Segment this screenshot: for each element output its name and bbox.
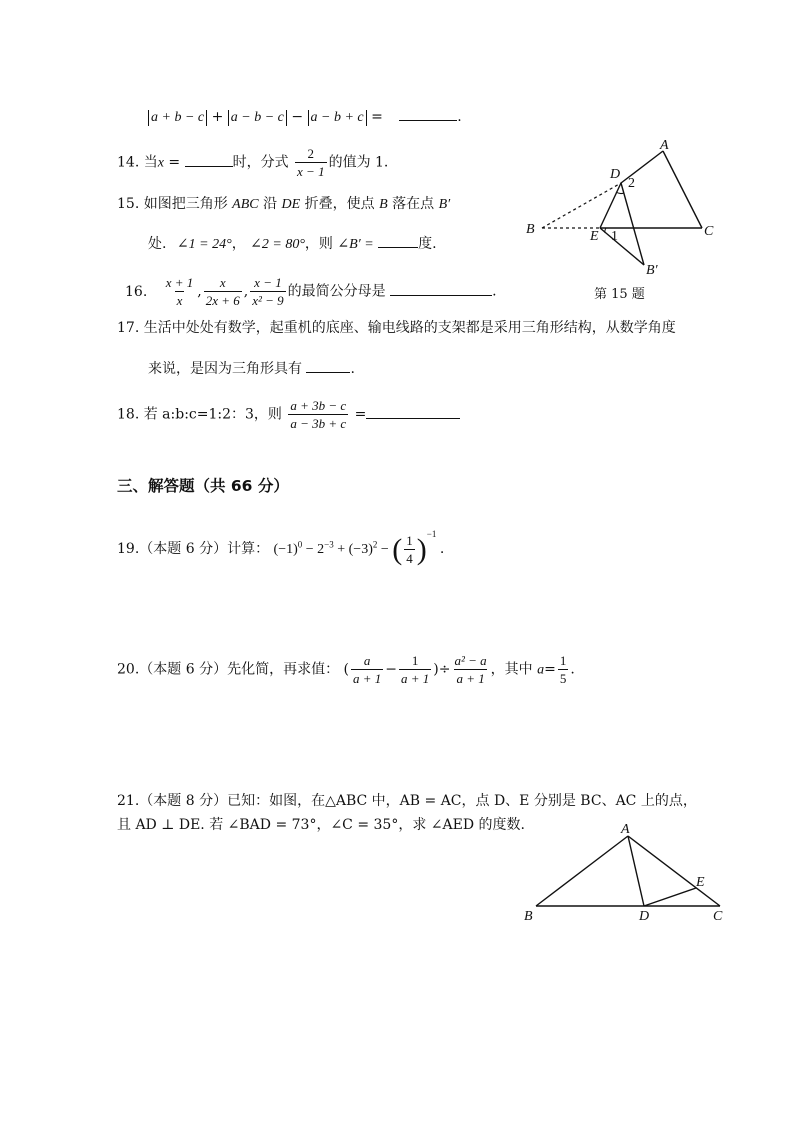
figure-15 bbox=[520, 136, 720, 306]
q19-quarter-den: 4 bbox=[406, 551, 413, 567]
fig15-label-a: A bbox=[660, 138, 669, 153]
q16-f2-num: x bbox=[219, 275, 226, 290]
q14-var: x bbox=[157, 155, 164, 171]
q20-paren-close: ) bbox=[433, 661, 439, 678]
fig15-label-c: C bbox=[704, 224, 714, 239]
fig15-label-2: 2 bbox=[628, 176, 635, 191]
q19-term1-exp: 0 bbox=[297, 539, 303, 550]
q19-term3-exp: 2 bbox=[372, 539, 378, 550]
question-number: 18. bbox=[117, 406, 140, 423]
q15-text-a: 如图把三角形 bbox=[143, 196, 228, 212]
q20-frac2 bbox=[399, 653, 431, 686]
question-number: 19. bbox=[117, 541, 140, 557]
figure-21 bbox=[518, 820, 748, 930]
q18-frac-den: a − 3b + c bbox=[290, 416, 347, 431]
q19-head: （本题 6 分）计算： bbox=[139, 541, 270, 557]
q21-text1: （本题 8 分）已知：如图，在△ABC 中，AB = AC，点 D、E 分别是 BC、AC 上的点， bbox=[139, 793, 697, 809]
fig15-label-d: D bbox=[610, 167, 621, 182]
q16-post: 的最简公分母是 bbox=[287, 283, 386, 300]
fig15-label-e: E bbox=[590, 229, 599, 244]
answer-blank-16[interactable] bbox=[390, 281, 492, 296]
q20-f1-den: a + 1 bbox=[353, 671, 382, 686]
fig21-label-c: C bbox=[713, 909, 723, 924]
q15-along: 沿 bbox=[263, 196, 278, 212]
q19-paren-open: ( bbox=[392, 532, 403, 566]
q20-head: （本题 6 分）先化简，再求值： bbox=[139, 661, 340, 678]
q19-term2: − 2 bbox=[302, 542, 325, 557]
q13-tail-line bbox=[148, 106, 462, 127]
section-3-title: 三、解答题（共 66 分） bbox=[117, 477, 289, 495]
answer-blank-13[interactable] bbox=[399, 106, 457, 121]
q20-value bbox=[558, 653, 569, 686]
question-15-line1 bbox=[117, 194, 450, 215]
q17-text2: 来说，是因为三角形具有 bbox=[148, 361, 302, 377]
fig21-line-de bbox=[644, 888, 696, 906]
q19-term1: (−1) bbox=[273, 542, 298, 557]
question-18 bbox=[117, 398, 460, 431]
equals-sign: = bbox=[544, 661, 556, 678]
q18-frac-num: a + 3b − c bbox=[290, 398, 347, 413]
answer-blank-14[interactable] bbox=[185, 152, 233, 167]
question-number: 15. bbox=[117, 196, 140, 212]
q14-post: 的值为 1. bbox=[328, 154, 389, 171]
plus-sign: + bbox=[211, 109, 224, 125]
fig15-line-bd bbox=[542, 183, 621, 228]
q16-f1-num: x + 1 bbox=[165, 275, 194, 290]
period: . bbox=[570, 661, 575, 678]
q15-bprime: B′ bbox=[438, 197, 451, 212]
period: . bbox=[492, 283, 497, 300]
abs-expr-a: a + b − c bbox=[148, 110, 207, 126]
fig21-label-a: A bbox=[621, 822, 630, 837]
q16-f3-den: x² − 9 bbox=[252, 293, 284, 308]
fig15-angle2-arc bbox=[616, 192, 624, 194]
q20-f2-den: a + 1 bbox=[401, 671, 430, 686]
question-17-line1 bbox=[117, 318, 676, 338]
minus-sign: − bbox=[385, 661, 398, 678]
fig21-label-b: B bbox=[524, 909, 533, 924]
q15-pre: 处. bbox=[148, 236, 167, 252]
question-14 bbox=[117, 146, 388, 179]
fig15-line-de bbox=[600, 183, 621, 228]
q15-fall: 落在点 bbox=[392, 196, 435, 212]
q21-text2: 且 AD ⊥ DE. 若 ∠BAD = 73°，∠C = 35°，求 ∠AED 的度数. bbox=[117, 817, 525, 833]
q20-paren-open: ( bbox=[343, 661, 349, 678]
q15-de: DE bbox=[281, 197, 301, 212]
q19-term2-exp: −3 bbox=[324, 539, 334, 550]
q16-f2-den: 2x + 6 bbox=[205, 293, 240, 308]
question-number: 20. bbox=[117, 661, 140, 678]
q16-f1-den: x bbox=[176, 293, 183, 308]
minus-sign: − bbox=[291, 109, 304, 125]
q16-f3-num: x − 1 bbox=[254, 275, 282, 290]
abs-expr-b: a − b − c bbox=[228, 110, 287, 126]
q14-mid: 时，分式 bbox=[232, 154, 289, 171]
question-number: 16. bbox=[125, 283, 148, 300]
fig15-line-dbp bbox=[621, 183, 644, 265]
q14-eq: = bbox=[163, 154, 181, 171]
q20-f3-num: a² − a bbox=[454, 653, 487, 668]
q15-then: ，则 bbox=[304, 236, 333, 252]
period: . bbox=[457, 109, 462, 125]
question-number: 17. bbox=[117, 320, 140, 336]
question-16 bbox=[125, 275, 497, 308]
q16-frac1 bbox=[164, 275, 196, 308]
q19-quarter-num: 1 bbox=[406, 533, 413, 549]
question-19 bbox=[117, 524, 444, 566]
q15-b: B bbox=[379, 197, 388, 212]
q19-quarter bbox=[404, 533, 415, 566]
q20-val-num: 1 bbox=[559, 653, 567, 668]
period: . bbox=[350, 361, 355, 377]
question-21-line1 bbox=[117, 791, 697, 811]
q17-text: 生活中处处有数学，起重机的底座、输电线路的支架都是采用三角形结构，从数学角度 bbox=[143, 320, 676, 336]
q19-term3: + (−3) bbox=[333, 542, 373, 557]
q16-frac3 bbox=[250, 275, 285, 308]
question-15-line2 bbox=[148, 233, 437, 255]
q15-sep: ， bbox=[231, 236, 246, 252]
comma: , bbox=[243, 283, 249, 300]
q14-pre: 当 bbox=[143, 154, 158, 171]
q20-var: a bbox=[537, 662, 545, 678]
abs-expr-c: a − b + c bbox=[308, 110, 367, 126]
question-number: 14. bbox=[117, 154, 140, 171]
q14-fraction bbox=[295, 146, 327, 179]
question-17-line2 bbox=[148, 358, 355, 379]
q20-where: ，其中 bbox=[490, 661, 533, 678]
fig21-label-e: E bbox=[696, 875, 705, 890]
q15-fold: 折叠，使点 bbox=[304, 196, 375, 212]
q15-unit: 度. bbox=[418, 236, 437, 252]
equals-sign: = bbox=[354, 406, 367, 423]
q20-frac3 bbox=[453, 653, 489, 686]
q15-ask-angle: ∠B′ = bbox=[337, 237, 374, 252]
q18-pre: 若 a:b:c=1:2：3，则 bbox=[143, 406, 282, 423]
q18-fraction bbox=[288, 398, 348, 431]
q14-frac-num: 2 bbox=[307, 146, 315, 161]
question-number: 21. bbox=[117, 793, 140, 809]
figure-15-caption: 第 15 题 bbox=[594, 287, 645, 302]
period: . bbox=[439, 541, 445, 557]
q19-paren-close: ) bbox=[416, 532, 427, 566]
divide-sign: ÷ bbox=[438, 661, 451, 678]
fig15-label-bprime: B′ bbox=[646, 263, 658, 278]
q14-frac-den: x − 1 bbox=[297, 164, 325, 179]
fig15-line-ebp bbox=[600, 228, 644, 265]
q19-term4-minus: − bbox=[377, 542, 393, 557]
fig15-label-b: B bbox=[526, 222, 535, 237]
answer-blank-18[interactable] bbox=[366, 404, 460, 419]
q19-expression bbox=[273, 529, 440, 567]
q16-frac2 bbox=[204, 275, 242, 308]
fig21-line-ab bbox=[536, 836, 628, 906]
q15-abc: ABC bbox=[232, 197, 259, 212]
question-21-line2 bbox=[117, 815, 525, 835]
q20-f2-num: 1 bbox=[411, 653, 419, 668]
q19-term4-exp: −1 bbox=[426, 529, 437, 539]
fig21-label-d: D bbox=[639, 909, 650, 924]
comma: , bbox=[197, 283, 202, 300]
q20-f1-num: a bbox=[363, 653, 371, 668]
q15-angle2: ∠2 = 80° bbox=[250, 237, 305, 252]
equals-sign: = bbox=[371, 109, 383, 125]
question-20 bbox=[117, 653, 575, 686]
q20-frac1 bbox=[351, 653, 383, 686]
q20-f3-den: a + 1 bbox=[456, 671, 485, 686]
fig15-label-1: 1 bbox=[611, 229, 618, 244]
q15-angle1: ∠1 = 24° bbox=[176, 237, 232, 252]
q20-val-den: 5 bbox=[559, 671, 567, 686]
answer-blank-15[interactable] bbox=[378, 233, 418, 248]
answer-blank-17[interactable] bbox=[306, 358, 350, 373]
fig15-line-ac bbox=[663, 151, 702, 228]
